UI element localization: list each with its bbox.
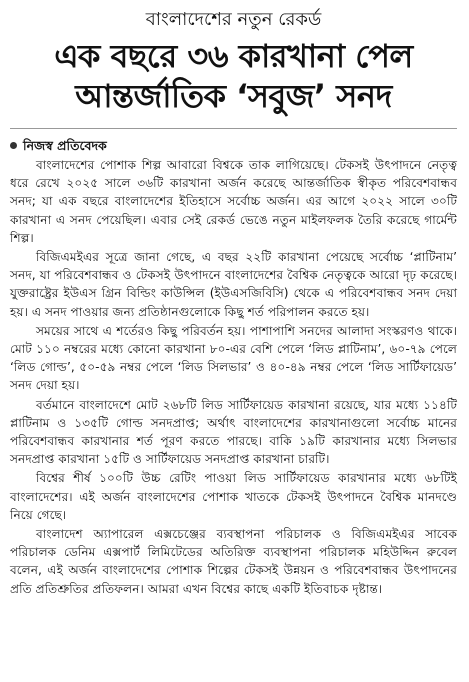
paragraph: সময়ের সাথে এ শর্তেরও কিছু পরিবর্তন হয়। পাশাপাশি সনদের আলাদা সংস্করণও থাকে। মোট ১১০ নম্বরের মধ্যে কোনো কারখানা ৮০-এর বেশি পেলে ‘লিড প্লাটিনাম’, ৬০-৭৯ পেলে ‘লিড গোল্ড’, ৫০-৫৯ নম্বর পেলে ‘লিড সিলভার’ ও ৪০-৪৯ নম্বর পেলে ‘লিড সার্টিফায়েড’ সনদ দেয়া হয়।: [10, 323, 457, 393]
paragraph: বাংলাদেশ অ্যাপারেল এক্সচেঞ্জের ব্যবস্থাপনা পরিচালক ও বিজিএমইএর সাবেক পরিচালক ডেনিম এক্সপার্ট লিমিটেডের অতিরিক্ত ব্যবস্থাপনা পরিচালক মহিউদ্দিন রুবেল বলেন, এই অর্জন বাংলাদেশের পোশাক শিল্পের টেকসই উন্নয়ন ও পরিবেশবান্ধব উৎপাদনের প্রতি প্রতিশ্রুতির প্রতিফলন। আমরা এখন বিশ্বের কাছে একটি ইতিবাচক দৃষ্টান্ত।: [10, 527, 457, 596]
byline: [10, 137, 457, 154]
headline-line-1: এক বছরে ৩৬ কারখানা পেল: [54, 37, 413, 75]
paragraph: বর্তমানে বাংলাদেশে মোট ২৬৮টি লিড সার্টিফায়েড কারখানা রয়েছে, যার মধ্যে ১১৪টি প্লাটিনাম ও ১৩৫টি গোল্ড সনদপ্রাপ্ত; অর্থাৎ বাংলাদেশের কারখানাগুলো সর্বোচ্চ মানের পরিবেশবান্ধব কারখানার শর্ত পূরণ করতে পারছে। বাকি ১৯টি কারখানার মধ্যে সিলভার সনদপ্রাপ্ত কারখানা ১৫টি ও সার্টিফায়েড সনদপ্রাপ্ত কারখানা চারটি।: [10, 397, 457, 467]
bullet-icon: [10, 142, 17, 149]
divider: [10, 128, 457, 129]
headline-line-2: আন্তর্জাতিক ‘সবুজ’ সনদ: [75, 77, 392, 115]
kicker: বাংলাদেশের নতুন রেকর্ড: [145, 9, 322, 30]
byline-text: নিজস্ব প্রতিবেদক: [23, 138, 107, 153]
paragraph: বাংলাদেশের পোশাক শিল্প আবারো বিশ্বকে তাক লাগিয়েছে। টেকসই উৎপাদনে নেতৃত্ব ধরে রেখে ২০২৫ সালে ৩৬টি কারখানা অর্জন করেছে আন্তর্জাতিক স্বীকৃত পরিবেশবান্ধব সনদ; যা এক বছরে বাংলাদেশের ইতিহাসে সর্বোচ্চ অর্জন। এর আগে ২০২২ সালে ৩০টি কারখানা এ সনদ পেয়েছিল। এবার সেই রেকর্ড ভেঙে নতুন মাইলফলক তৈরি করেছে গার্মেন্ট শিল্প।: [10, 158, 457, 245]
paragraph: বিশ্বের শীর্ষ ১০০টি উচ্চ রেটিং পাওয়া লিড সার্টিফায়েড কারখানার মধ্যে ৬৮টিই বাংলাদেশের। এই অর্জন বাংলাদেশের পোশাক খাতকে টেকসই উৎপাদনে বৈশ্বিক মানদণ্ডে নিয়ে গেছে।: [10, 471, 457, 522]
paragraph: বিজিএমইএর সূত্রে জানা গেছে, এ বছর ২২টি কারখানা পেয়েছে সর্বোচ্চ ‘প্লাটিনাম’ সনদ, যা পরিবেশবান্ধব ও টেকসই উৎপাদনে বাংলাদেশের বৈশ্বিক নেতৃত্বকে আরো দৃঢ় করেছে। যুক্তরাষ্ট্রের ইউএস গ্রিন বিল্ডিং কাউন্সিল (ইউএসজিবিসি) থেকে এ পরিবেশবান্ধব সনদ দেয়া হয়। এ সনদ পাওয়ার জন্য প্রতিষ্ঠানগুলোকে কিছু শর্ত পরিপালন করতে হয়।: [10, 250, 457, 319]
